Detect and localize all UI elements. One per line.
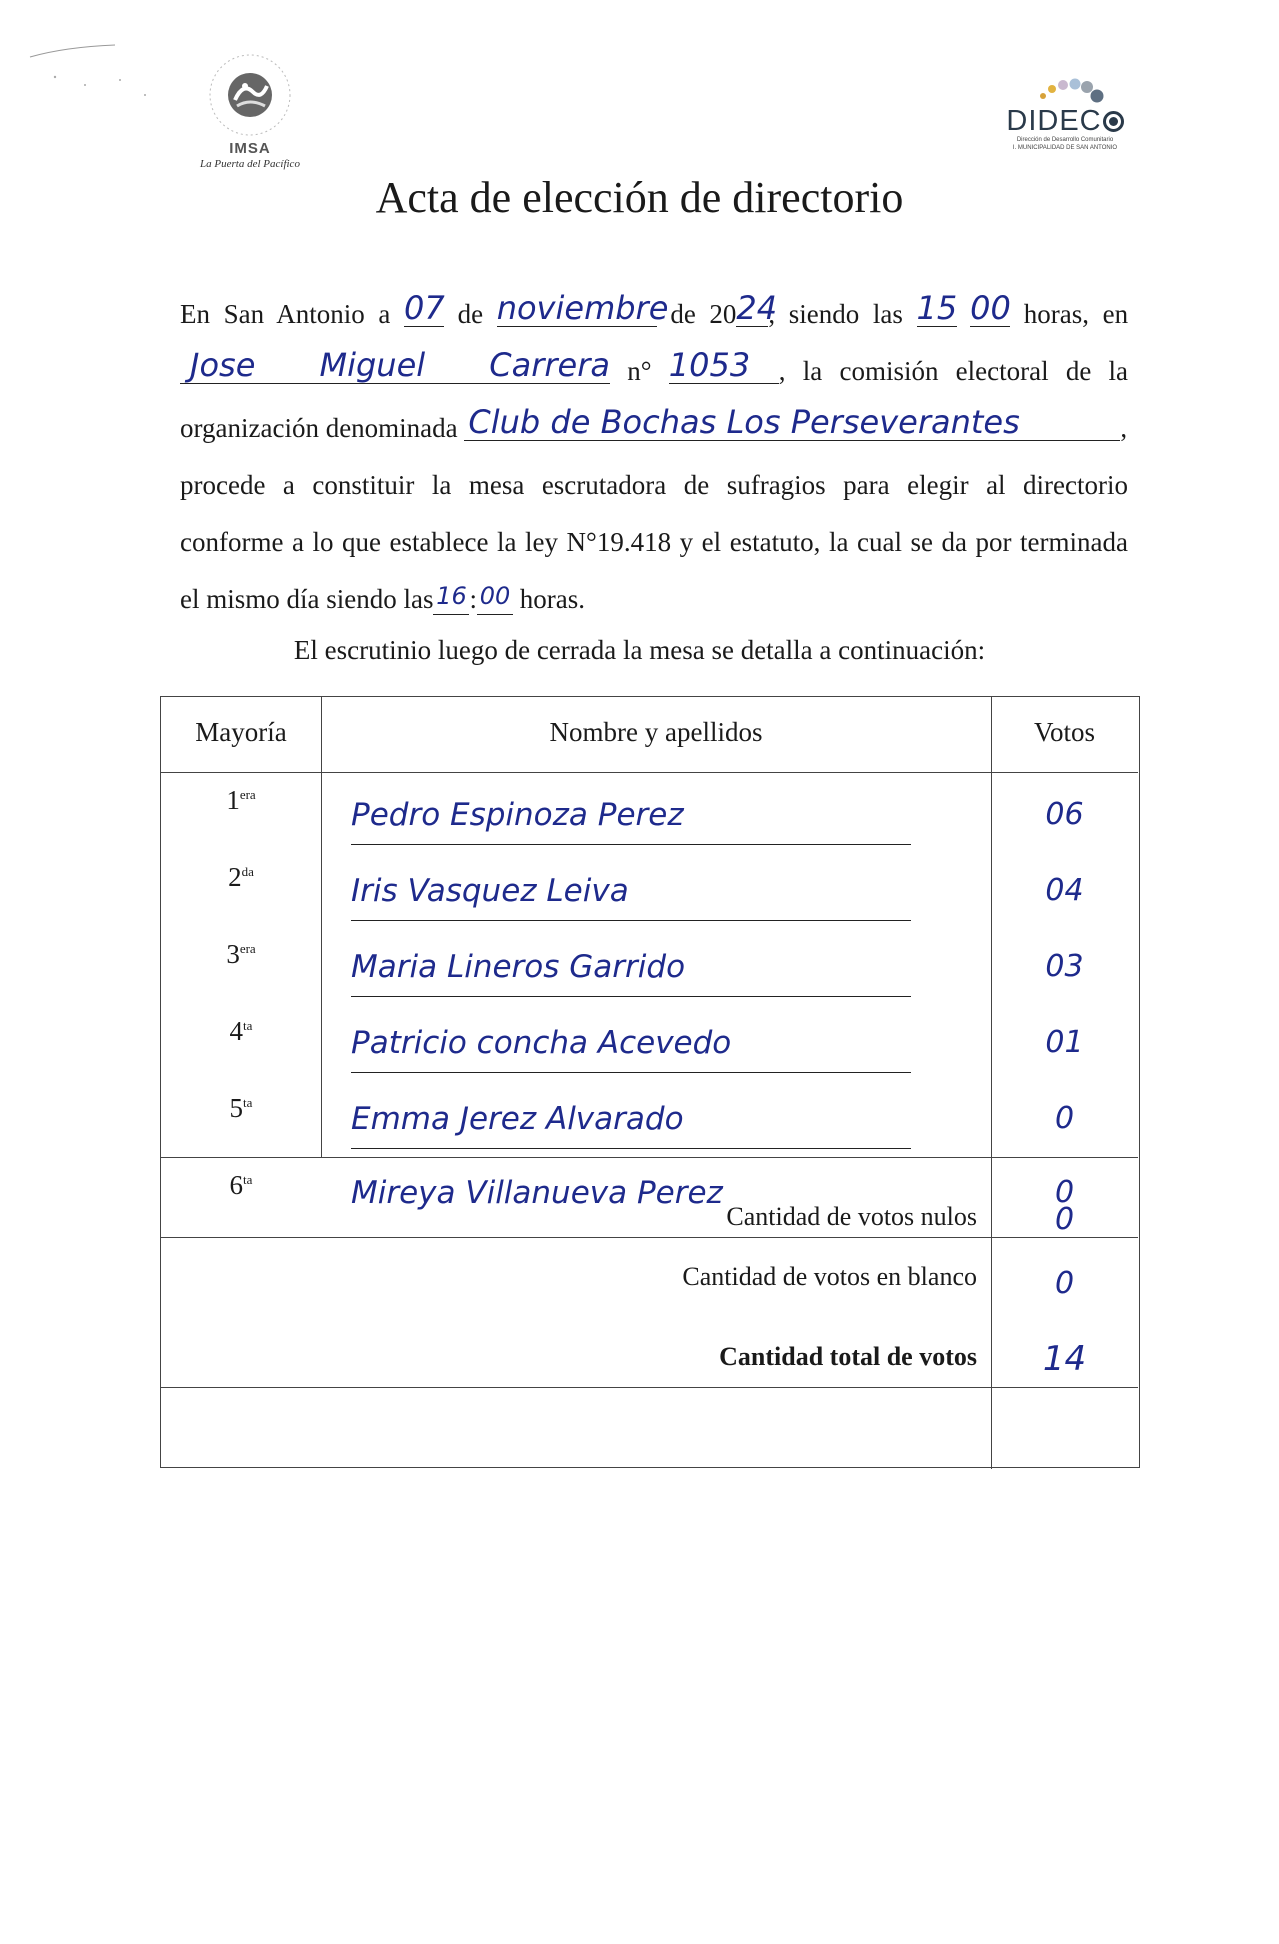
row-6-votes[interactable]: 0 (1054, 1175, 1075, 1210)
address-field[interactable]: Jose Miguel Carrera (180, 347, 610, 384)
row-3-rank-num: 3 (226, 939, 240, 969)
municipality-motto: La Puerta del Pacífico (200, 158, 300, 170)
null-votes-label: Cantidad de votos nulos (726, 1202, 977, 1231)
row-6-name[interactable]: Mireya Villanueva Perez (351, 1175, 723, 1211)
form-line-1 (180, 286, 1128, 343)
form-line-3 (180, 400, 1128, 457)
text-p2: de (457, 299, 484, 329)
row-3-rank (161, 939, 321, 999)
table-intro: El escrutinio luego de cerrada la mesa se detalla a continuación: (293, 635, 986, 665)
text-p9: , (1120, 413, 1128, 443)
dideco-o-icon (1103, 111, 1124, 132)
row-1-rank-sup: era (239, 787, 256, 802)
scan-marks (25, 35, 165, 105)
text-p1: En San Antonio a (180, 299, 391, 329)
organization-field[interactable]: Club de Bochas Los Perseverantes (464, 404, 1120, 441)
row-2-rank (161, 862, 321, 922)
row-2-votes[interactable]: 04 (1045, 873, 1084, 908)
row-5-name[interactable]: Emma Jerez Alvarado (351, 1101, 911, 1149)
header-votes: Votos (1033, 717, 1096, 747)
row-5-votes[interactable]: 0 (1054, 1101, 1075, 1136)
text-p4: , siendo las (768, 299, 903, 329)
text-p6: n° (627, 356, 652, 386)
row-4-rank-num: 4 (229, 1016, 244, 1046)
null-votes-value[interactable]: 0 (1054, 1202, 1075, 1237)
row-4-rank-sup: ta (243, 1018, 253, 1033)
day-field[interactable]: 07 (403, 289, 445, 327)
dideco-subtitle-1: Dirección de Desarrollo Comunitario (1016, 137, 1114, 143)
end-minute-field[interactable]: 00 (477, 578, 513, 615)
row-2-name[interactable]: Iris Vasquez Leiva (351, 873, 911, 921)
dideco-dots-icon (1025, 70, 1105, 106)
row-6-rank-sup: ta (243, 1172, 253, 1187)
form-line-5: conforme a lo que establece la ley N°19.418 y el estatuto, la cual se da por terminada (180, 527, 1128, 557)
document-title: Acta de elección de directorio (375, 173, 904, 222)
row-1-name[interactable]: Pedro Espinoza Perez (351, 797, 911, 845)
end-hour-field[interactable]: 16 (433, 578, 469, 615)
table-hline (161, 1157, 1138, 1158)
form-body (180, 286, 1128, 628)
text-p12: el mismo día siendo las (180, 584, 434, 614)
municipality-seal-icon (195, 52, 305, 138)
month-field[interactable]: noviembre (496, 289, 669, 327)
text-p13: : (469, 584, 477, 614)
results-table (160, 696, 1140, 1468)
row-6-rank-num: 6 (229, 1170, 244, 1200)
form-line-2 (180, 343, 1128, 400)
row-5-rank-num: 5 (229, 1093, 244, 1123)
row-1-votes[interactable]: 06 (1045, 797, 1084, 832)
row-5-rank (161, 1093, 321, 1153)
address-number-field[interactable]: 1053 (669, 347, 779, 384)
row-3-rank-sup: era (239, 941, 256, 956)
row-5-rank-sup: ta (243, 1095, 253, 1110)
header-name: Nombre y apellidos (549, 717, 763, 747)
start-minute-field[interactable]: 00 (970, 289, 1011, 327)
table-hline (161, 772, 1138, 773)
blank-votes-label: Cantidad de votos en blanco (682, 1262, 977, 1291)
row-1-rank (161, 785, 321, 845)
dideco-subtitle-2: I. MUNICIPALIDAD DE SAN ANTONIO (1012, 145, 1118, 151)
row-6-rank (161, 1170, 321, 1230)
dideco-logo (990, 70, 1140, 152)
row-3-name[interactable]: Maria Lineros Garrido (351, 949, 911, 997)
text-p14: horas. (519, 584, 585, 614)
row-4-votes[interactable]: 01 (1045, 1025, 1084, 1060)
row-2-rank-sup: da (241, 864, 254, 879)
row-4-rank (161, 1016, 321, 1076)
dideco-brand (990, 106, 1140, 136)
dideco-brand-text: DIDEC (1006, 105, 1102, 137)
text-p5: horas, en (1023, 299, 1129, 329)
form-line-6 (180, 571, 1128, 628)
header-rank: Mayoría (195, 717, 287, 747)
row-1-rank-num: 1 (226, 785, 240, 815)
text-p3: de 20 (670, 299, 737, 329)
year-field[interactable]: 24 (736, 289, 778, 327)
text-p8: organización denominada (180, 413, 458, 443)
total-votes-label: Cantidad total de votos (719, 1342, 977, 1371)
municipality-abbr: IMSA (229, 140, 271, 157)
form-line-4: procede a constituir la mesa escrutadora de sufragios para elegir al directorio (180, 470, 1128, 500)
total-votes-value[interactable]: 14 (1042, 1339, 1087, 1379)
row-4-name[interactable]: Patricio concha Acevedo (351, 1025, 911, 1073)
text-p7: , la comisión electoral de la (778, 356, 1129, 386)
row-3-votes[interactable]: 03 (1045, 949, 1084, 984)
start-hour-field[interactable]: 15 (916, 289, 958, 327)
row-2-rank-num: 2 (228, 862, 242, 892)
municipality-logo (175, 52, 325, 170)
blank-votes-value[interactable]: 0 (1054, 1266, 1075, 1301)
